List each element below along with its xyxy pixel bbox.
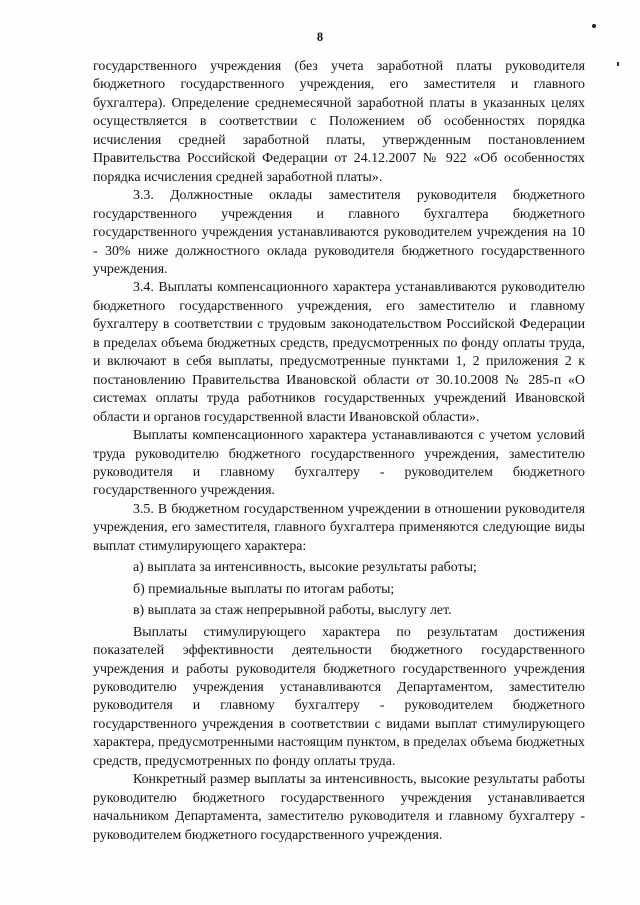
paragraph-stimulating-payments: Выплаты стимулирующего характера по результатам достижения показателей эффективности деятельности бюджетного государственного учреждения и работы руководителя бюджетного государственного учреждения руководителю учреждения устанавливаются Департаментом, заместителю руководителя и главному бухгалтеру - руководителем бюджетного государственного учреждения в соответствии с видами выплат стимулирующего характера, предусмотренными настоящим пунктом, в пределах объема бюджетных средств, предусмотренных по фонду оплаты труда.: [93, 624, 585, 769]
document-body: [93, 58, 585, 845]
list-item-a: а) выплата за интенсивность, высокие результаты работы;: [133, 560, 477, 576]
list-item-c: в) выплата за стаж непрерывной работы, выслугу лет.: [133, 603, 452, 619]
list-item-b: б) премиальные выплаты по итогам работы;: [133, 581, 395, 597]
paragraph-3-4: 3.4. Выплаты компенсационного характера устанавливаются руководителю бюджетного государственного учреждения, его заместителю и главному бухгалтеру в соответствии с трудовым законодательством Российской Федерации в пределах объема бюджетных средств, предусмотренных по фонду оплаты труда, и включают в себя выплаты, предусмотренные пунктами 1, 2 приложения 2 к постановлению Правительства Ивановской области от 30.10.2008 № 285-п «О системах оплаты труда работников государственных учреждений Ивановской области и органов государственной власти Ивановской области».: [93, 280, 585, 425]
paragraph-3-5: 3.5. В бюджетном государственном учреждении в отношении руководителя учреждения, его заместителя, главного бухгалтера применяются следующие виды выплат стимулирующего характера:: [93, 501, 585, 554]
paragraph-3-3: 3.3. Должностные оклады заместителя руководителя бюджетного государственного учреждения и главного бухгалтера бюджетного государственного учреждения устанавливаются руководителем учреждения на 10 - 30% ниже должностного оклада руководителя бюджетного государственного учреждения.: [93, 188, 585, 277]
scan-artifact-dot: [592, 24, 596, 28]
paragraph-specific-amount: Конкретный размер выплаты за интенсивность, высокие результаты работы руководителю бюджетного государственного учреждения устанавливается начальником Департамента, заместителю руководителя и главному бухгалтеру - руководителем бюджетного государственного учреждения.: [93, 772, 585, 843]
scan-artifact-mark: [617, 62, 619, 66]
paragraph-compensation-conditions: Выплаты компенсационного характера устанавливаются с учетом условий труда руководителю бюджетного государственного учреждения, заместителю руководителя и главному бухгалтеру - руководителем бюджетного государственного учреждения.: [93, 428, 585, 499]
paragraph-continuation: государственного учреждения (без учета заработной платы руководителя бюджетного государственного учреждения, его заместителя и главного бухгалтера). Определение среднемесячной заработной платы в указанных целях осуществляется в соответствии с Положением об особенностях порядка исчисления средней заработной платы, утвержденным постановлением Правительства Российской Федерации от 24.12.2007 № 922 «Об особенностях порядка исчисления средней заработной платы».: [93, 59, 585, 185]
page-number: 8: [316, 30, 324, 44]
